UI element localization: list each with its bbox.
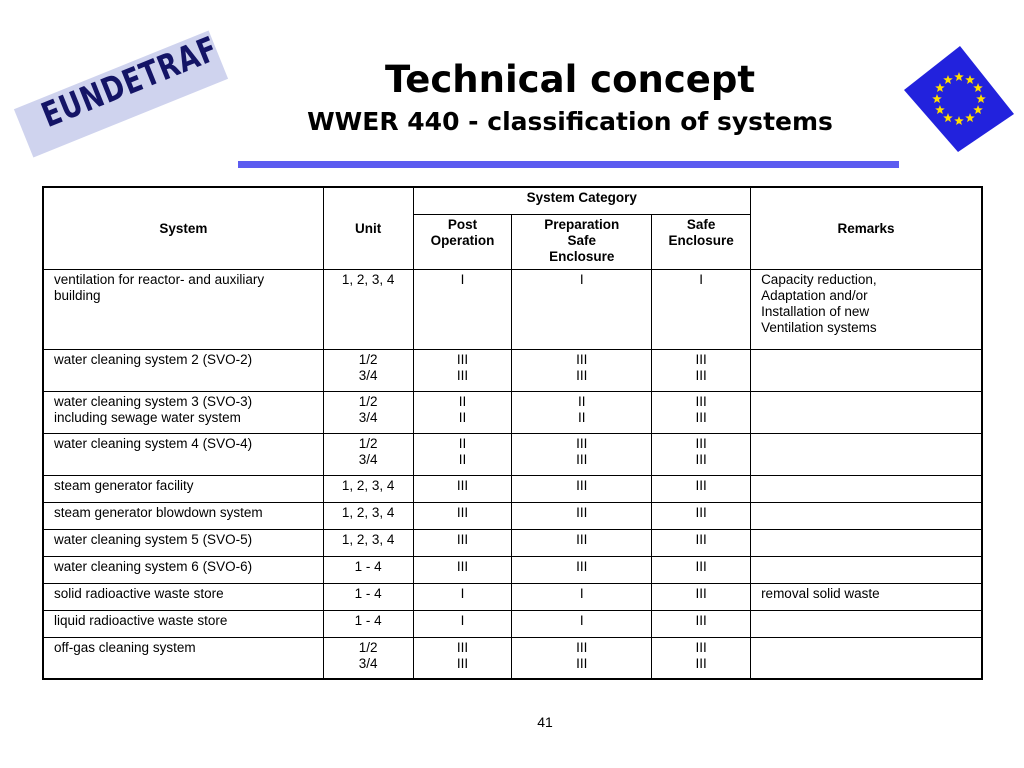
system-cell: water cleaning system 5 (SVO-5) [43, 529, 323, 556]
unit-cell: 1, 2, 3, 4 [323, 475, 413, 502]
unit-cell: 1, 2, 3, 4 [323, 269, 413, 349]
safe-enclosure-cell: III III [652, 433, 751, 475]
post-operation-cell: III [413, 475, 512, 502]
table-row [43, 583, 982, 610]
post-operation-cell: III III [413, 349, 512, 391]
post-operation-cell: I [413, 610, 512, 637]
unit-cell: 1, 2, 3, 4 [323, 502, 413, 529]
post-operation-cell: I [413, 269, 512, 349]
header-remarks: Remarks [751, 187, 982, 269]
post-operation-cell: II II [413, 433, 512, 475]
unit-cell: 1/2 3/4 [323, 433, 413, 475]
unit-cell: 1, 2, 3, 4 [323, 529, 413, 556]
table-row [43, 637, 982, 679]
system-cell: water cleaning system 4 (SVO-4) [43, 433, 323, 475]
flag-field [904, 46, 1014, 152]
post-operation-cell: III III [413, 637, 512, 679]
preparation-safe-enclosure-cell: III III [512, 433, 652, 475]
post-operation-cell: II II [413, 391, 512, 433]
header-post-operation [413, 214, 512, 269]
safe-enclosure-cell: III [652, 502, 751, 529]
unit-cell: 1 - 4 [323, 556, 413, 583]
header-system: System [43, 187, 323, 269]
system-cell: ventilation for reactor- and auxiliary building [43, 269, 323, 349]
remarks-cell [751, 556, 982, 583]
table-row [43, 610, 982, 637]
safe-enclosure-cell: III [652, 556, 751, 583]
header-preparation-safe-enclosure [512, 214, 652, 269]
logo-text: EUNDETRAF [36, 28, 224, 136]
preparation-safe-enclosure-cell: I [512, 610, 652, 637]
table-row [43, 433, 982, 475]
system-cell: solid radioactive waste store [43, 583, 323, 610]
preparation-safe-enclosure-cell: III [512, 556, 652, 583]
system-cell: liquid radioactive waste store [43, 610, 323, 637]
system-cell: steam generator facility [43, 475, 323, 502]
remarks-cell: removal solid waste [751, 583, 982, 610]
header-safe-enclosure [652, 214, 751, 269]
system-cell: steam generator blowdown system [43, 502, 323, 529]
unit-cell: 1/2 3/4 [323, 349, 413, 391]
safe-enclosure-cell: III [652, 610, 751, 637]
table-row [43, 502, 982, 529]
safe-enclosure-cell: III [652, 529, 751, 556]
safe-enclosure-cell: III III [652, 637, 751, 679]
remarks-cell [751, 529, 982, 556]
post-operation-cell: III [413, 502, 512, 529]
unit-cell: 1 - 4 [323, 610, 413, 637]
preparation-safe-enclosure-cell: III [512, 529, 652, 556]
preparation-safe-enclosure-cell: I [512, 269, 652, 349]
remarks-cell: Capacity reduction, Adaptation and/or Installation of new Ventilation systems [751, 269, 982, 349]
unit-cell: 1 - 4 [323, 583, 413, 610]
remarks-cell [751, 502, 982, 529]
system-cell: off-gas cleaning system [43, 637, 323, 679]
safe-enclosure-cell: I [652, 269, 751, 349]
preparation-safe-enclosure-cell: II II [512, 391, 652, 433]
table-row [43, 475, 982, 502]
table-row [43, 529, 982, 556]
eu-flag-icon [902, 44, 1016, 154]
header-preparation-label: Preparation Safe Enclosure [544, 216, 620, 264]
header-system-category: System Category [413, 187, 751, 214]
eundetraf-logo [10, 30, 225, 150]
page-subtitle: WWER 440 - classification of systems [307, 107, 833, 136]
remarks-cell [751, 349, 982, 391]
table-row [43, 391, 982, 433]
system-cell: water cleaning system 3 (SVO-3) including sewage water system [43, 391, 323, 433]
page-number: 41 [537, 714, 553, 730]
table-row [43, 269, 982, 349]
system-cell: water cleaning system 2 (SVO-2) [43, 349, 323, 391]
remarks-cell [751, 610, 982, 637]
post-operation-cell: I [413, 583, 512, 610]
header-post-operation-label: Post Operation [430, 216, 495, 248]
table-row [43, 349, 982, 391]
post-operation-cell: III [413, 529, 512, 556]
safe-enclosure-cell: III [652, 475, 751, 502]
title-divider [238, 161, 899, 168]
unit-cell: 1/2 3/4 [323, 391, 413, 433]
safe-enclosure-cell: III III [652, 391, 751, 433]
preparation-safe-enclosure-cell: III [512, 502, 652, 529]
safe-enclosure-cell: III III [652, 349, 751, 391]
remarks-cell [751, 433, 982, 475]
page-title: Technical concept [384, 58, 756, 101]
remarks-cell [751, 391, 982, 433]
post-operation-cell: III [413, 556, 512, 583]
remarks-cell [751, 475, 982, 502]
header-unit: Unit [323, 187, 413, 269]
preparation-safe-enclosure-cell: III III [512, 637, 652, 679]
systems-classification-table [42, 186, 983, 680]
safe-enclosure-cell: III [652, 583, 751, 610]
system-cell: water cleaning system 6 (SVO-6) [43, 556, 323, 583]
unit-cell: 1/2 3/4 [323, 637, 413, 679]
remarks-cell [751, 637, 982, 679]
preparation-safe-enclosure-cell: III [512, 475, 652, 502]
preparation-safe-enclosure-cell: III III [512, 349, 652, 391]
preparation-safe-enclosure-cell: I [512, 583, 652, 610]
header-safe-enclosure-label: Safe Enclosure [668, 216, 734, 248]
table-row [43, 556, 982, 583]
